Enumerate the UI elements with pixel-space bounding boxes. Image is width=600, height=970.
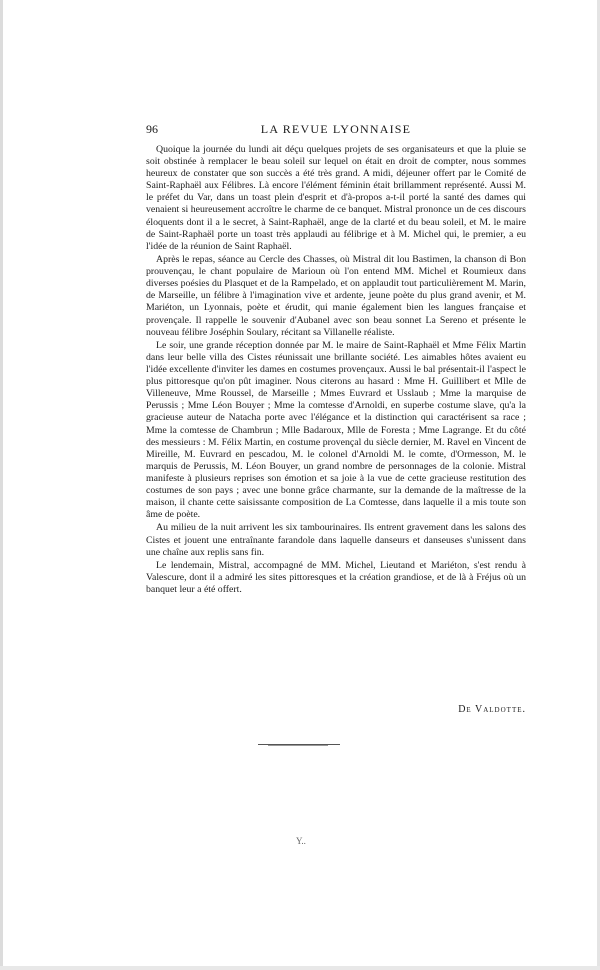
page-edge-bottom [0,966,600,970]
footer-mark: Y.. [296,836,306,846]
paragraph: Le lendemain, Mistral, accompagné de MM. Michel, Lieutand et Mariéton, s'est rendu à Valescure, dont il a admiré les sites pittoresques et la création grandiose, et de là à Fréjus où un banquet leur a été offert. [146,559,526,596]
paragraph: Quoique la journée du lundi ait déçu quelques projets de ses organisateurs et que la pluie se soit obstinée à remplacer le beau soleil sur lequel on était en droit de compter, nous sommes heureux de constater que son succès a été très grand. A midi, déjeuner offert par le Comité de Saint-Raphaël aux Félibres. Là encore l'élément féminin était brillamment représenté. Aussi M. le préfet du Var, dans un toast plein d'esprit et d'à-propos a-t-il porté la santé des dames qui venaient si heureusement accroître le charme de ce banquet. Mistral prononce un de ces discours éloquents dont il a le secret, à Saint-Raphaël, ange de la clarté et du beau soleil, et M. le maire de Saint-Raphaël porte un toast très applaudi au félibrige et à M. Michel qui, le premier, a eu l'idée de la réunion de Saint Raphaël. [146,144,526,252]
author-signature: De Valdotte. [458,704,526,715]
running-header [146,122,526,136]
paragraph: Au milieu de la nuit arrivent les six tambourinaires. Ils entrent gravement dans les salons des Cistes et jouent une entraînante farandole dans laquelle danseurs et danseuses s'unissent dans une chaîne aux replis sans fin. [146,522,526,558]
running-title: LA REVUE LYONNAISE [260,122,412,136]
page-number: 96 [146,122,158,136]
section-divider-underline [268,745,328,746]
paragraph: Le soir, une grande réception donnée par M. le maire de Saint-Raphaël et Mme Félix Martin dans leur belle villa des Cistes réunissait une brillante société. Les aimables hôtes avaient eu l'idée excellente d'inviter les dames en costumes provençaux. Aussi le bal présentait-il l'aspect le plus pittoresque qu'on pût imaginer. Nous citerons au hasard : Mme H. Guillibert et Mlle de Villeneuve, Mme Roussel, de Marseille ; Mmes Euvrard et Usslaub ; Mme la marquise de Perussis ; Mme Léon Bouyer ; Mme la comtesse d'Arnoldi, en superbe costume slave, qu'a la gracieuse auteur de Natacha porte avec l'élégance et la distinction qui caractérisent sa race ; Mme la comtesse de Chambrun ; Mlle Badaroux, Mlle de Foresta ; Mme Lagrange. Et du côté des messieurs : M. Félix Martin, en costume provençal du siècle dernier, M. Ravel en Vincent de Mireille, M. Euvrard en pescadou, M. le colonel d'Arnoldi M. le comte, d'Ormesson, M. le marquis de Perussis, M. Léon Bouyer, un grand nombre de personnages de la colonie. Mistral manifeste à plusieurs reprises son émotion et sa joie à la vue de cette gracieuse restitution des costumes de son pays ; avec une bonne grâce charmante, sur la demande de la maîtresse de la maison, il chante cette saisissante composition de La Comtesse, dans laquelle il a mis toute son âme de poète. [146,339,526,521]
paragraph: Après le repas, séance au Cercle des Chasses, où Mistral dit lou Bastimen, la chanson di Bon prouvençau, le chant populaire de Marioun où l'on entend MM. Michel et Roumieux dans diverses poésies du Plasquet et de la Rampelado, et on applaudit tout particulièrement M. Marin, de Marseille, un félibre à l'imagination vive et ardente, jeune poète du plus grand avenir, et M. Mariéton, un Lyonnais, poète et érudit, qui manie également bien les langues française et provençale. Il rappelle le souvenir d'Aubanel avec son beau sonnet La Sereno et présente le nouveau félibre Joséphin Soulary, récitant sa Villanelle réaliste. [146,254,526,338]
page-edge-left [0,0,3,970]
article-body [146,144,526,597]
